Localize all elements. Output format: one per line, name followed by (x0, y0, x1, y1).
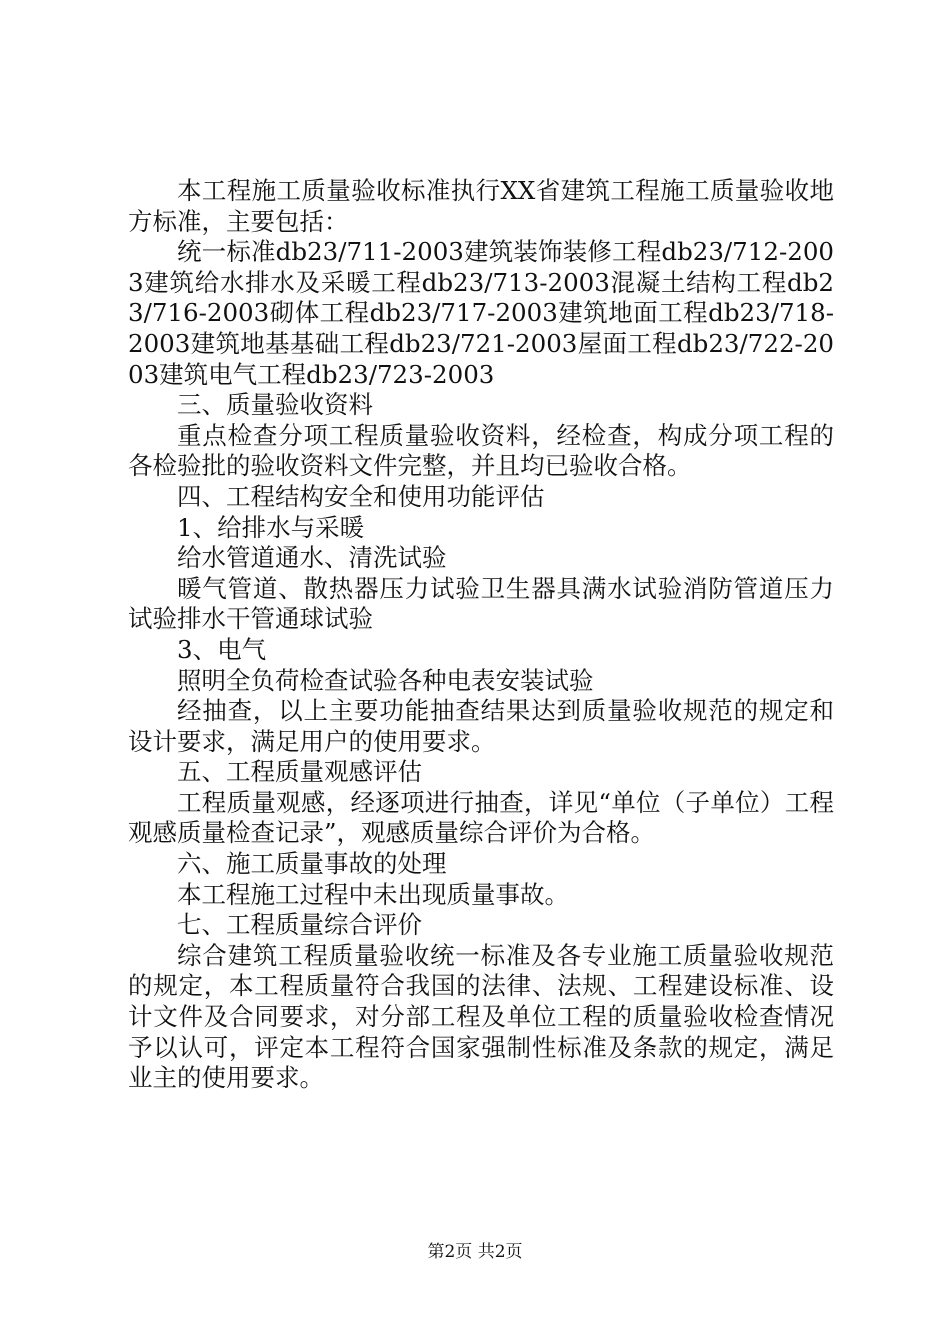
document-body (128, 176, 834, 1094)
paragraph-spot-check-result: 经抽查，以上主要功能抽查结果达到质量验收规范的规定和设计要求，满足用户的使用要求。 (128, 696, 834, 756)
paragraph-heating-tests: 暖气管道、散热器压力试验卫生器具满水试验消防管道压力试验排水干管通球试验 (128, 573, 834, 634)
subheading-plumbing-heating: 1、给排水与采暖 (177, 512, 365, 542)
paragraph-water-supply-test: 给水管道通水、清洗试验 (177, 543, 447, 573)
paragraph-acceptance-records: 重点检查分项工程质量验收资料，经检查，构成分项工程的各检验批的验收资料文件完整，并且均已验收合格。 (128, 420, 834, 481)
heading-appearance-assessment: 五、工程质量观感评估 (177, 757, 422, 787)
page-number-footer: 第2页 共2页 (427, 1242, 523, 1262)
heading-safety-function-assessment: 四、工程结构安全和使用功能评估 (177, 481, 545, 511)
paragraph-accident-handling: 本工程施工过程中未出现质量事故。 (177, 879, 569, 909)
heading-acceptance-records: 三、质量验收资料 (177, 390, 373, 420)
paragraph-appearance-assessment: 工程质量观感，经逐项进行抽查，详见“单位（子单位）工程观感质量检查记录”，观感质量综合评价为合格。 (128, 787, 834, 848)
heading-overall-evaluation: 七、工程质量综合评价 (177, 910, 422, 940)
paragraph-standards-intro: 本工程施工质量验收标准执行XX省建筑工程施工质量验收地方标准，主要包括： (128, 176, 834, 236)
paragraph-standards-list: 统一标准db23/711-2003建筑装饰装修工程db23/712-2003建筑给水排水及采暖工程db23/713-2003混凝土结构工程db23/716-2003砌体工程db23/717-2003建筑地面工程db23/718-2003建筑地基基础工程db23/721-2003屋面工程db23/722-2003建筑电气工程db23/723-2003 (128, 237, 834, 389)
heading-accident-handling: 六、施工质量事故的处理 (177, 849, 447, 879)
paragraph-overall-evaluation: 综合建筑工程质量验收统一标准及各专业施工质量验收规范的规定，本工程质量符合我国的法律、法规、工程建设标准、设计文件及合同要求，对分部工程及单位工程的质量验收检查情况予以认可，评定本工程符合国家强制性标准及条款的规定，满足业主的使用要求。 (128, 940, 834, 1093)
paragraph-electrical-tests: 照明全负荷检查试验各种电表安装试验 (177, 665, 594, 695)
subheading-electrical: 3、电气 (177, 634, 267, 664)
